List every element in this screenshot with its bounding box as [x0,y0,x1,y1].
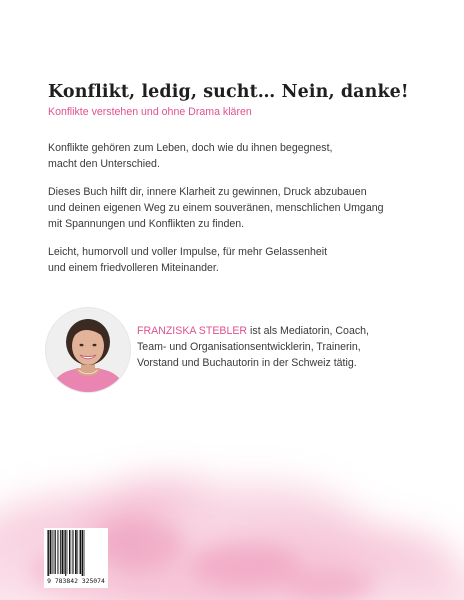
author-bio-line [137,323,437,339]
barcode-digits: 9 783842 325074 [47,577,105,585]
blurb-line: Dieses Buch hilft dir, innere Klarheit zu gewinnen, Druck abzubauen [48,186,367,198]
barcode-bars [44,528,108,576]
author-name: FRANZISKA STEBLER [137,325,248,337]
barcode-bar [47,530,48,576]
barcode-bar [48,530,49,576]
barcode-bar [60,530,61,574]
barcode-bar [73,530,74,574]
blurb-paragraph-2 [48,184,428,232]
author-bio-line: Team- und Organisationsentwicklerin, Trainerin, [137,341,361,353]
barcode-bar [65,530,66,576]
barcode-bar [75,530,77,574]
barcode-bar [55,530,56,574]
book-title: Konflikt, ledig, sucht… Nein, danke! [48,82,409,102]
barcode-bar [67,530,68,574]
barcode-bar [69,530,70,574]
author-bio-line: Vorstand und Buchautorin in der Schweiz tätig. [137,357,357,369]
barcode-bar [50,530,52,574]
barcode-bar [57,530,58,574]
blurb-line: Leicht, humorvoll und voller Impulse, für mehr Gelassenheit [48,246,328,258]
blurb-paragraph-1 [48,140,428,172]
author-portrait-image [46,308,130,392]
blurb-line: Konflikte gehören zum Leben, doch wie du ihnen begegnest, [48,142,333,154]
blurb-line: und einem friedvolleren Miteinander. [48,262,219,274]
author-portrait [46,308,130,392]
barcode-bar [72,530,73,574]
barcode-bar [84,530,85,576]
barcode-bar [82,530,84,576]
barcode-bar [52,530,53,574]
barcode-bar [77,530,78,574]
isbn-barcode [44,528,108,588]
barcode-bar [71,530,72,574]
blurb-paragraph-3 [48,244,428,276]
barcode-bar [59,530,60,574]
author-bio [137,323,437,371]
author-bio-text: ist als Mediatorin, Coach, [247,325,369,337]
blurb-line: macht den Unterschied. [48,158,160,170]
blurb-line: und deinen eigenen Weg zu einem souveränen, menschlichen Umgang [48,202,384,214]
book-subtitle: Konflikte verstehen und ohne Drama klären [48,106,252,118]
barcode-bar [62,530,64,574]
barcode-bar [54,530,55,574]
blurb-line: mit Spannungen und Konflikten zu finden. [48,218,245,230]
barcode-bar [64,530,65,574]
barcode-bar [79,530,80,574]
barcode-bar [80,530,81,574]
blurb [48,140,428,288]
